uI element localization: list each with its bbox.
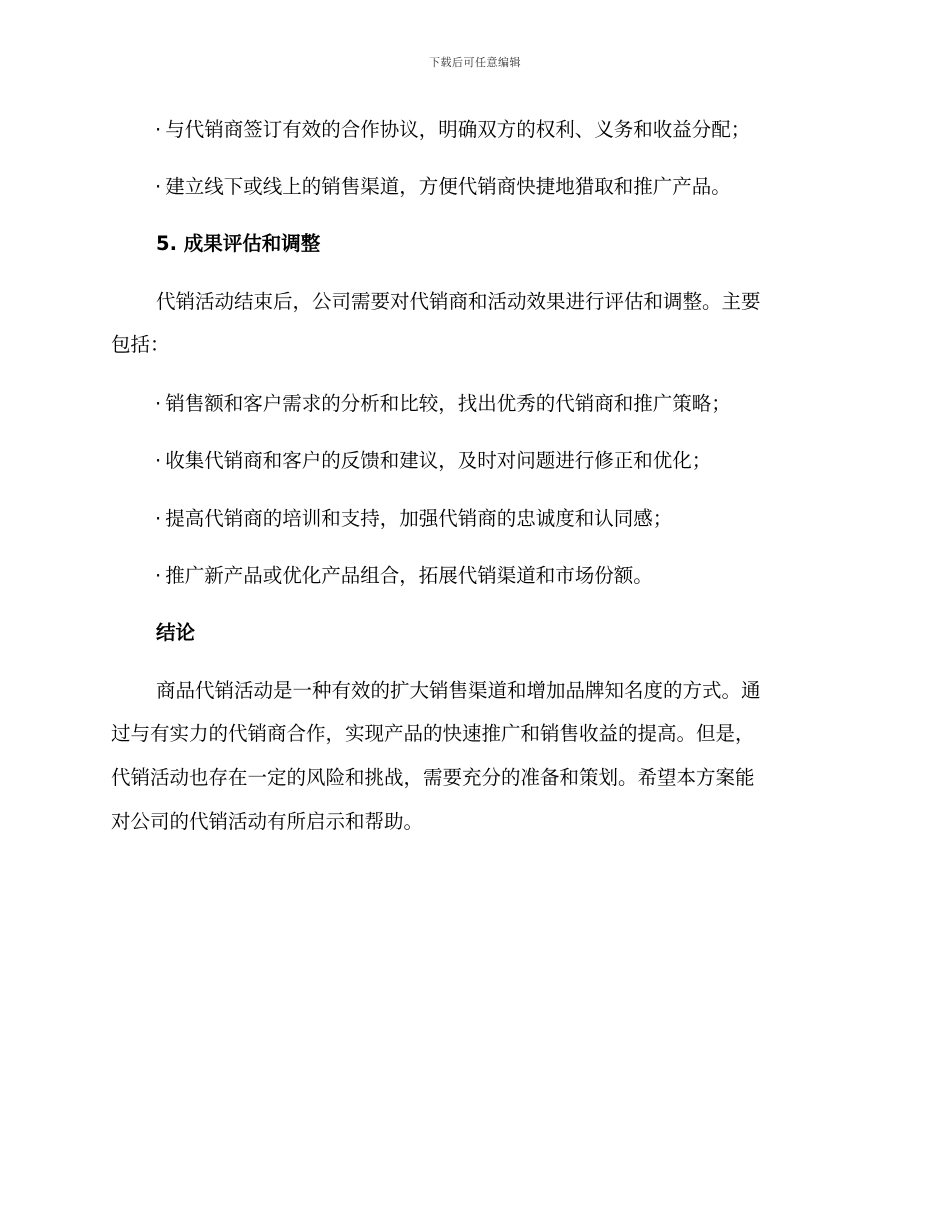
paragraph-line: 代销活动也存在一定的风险和挑战，需要充分的准备和策划。希望本方案能	[111, 766, 755, 789]
paragraph-line: 代销活动结束后，公司需要对代销商和活动效果进行评估和调整。主要	[156, 290, 761, 313]
conclusion-heading: 结论	[156, 621, 196, 644]
bullet-dot: ·	[155, 392, 162, 415]
bullet-dot: ·	[155, 449, 162, 472]
list-item	[155, 447, 711, 475]
bullet-dot: ·	[155, 118, 162, 141]
paragraph-line: 对公司的代销活动有所启示和帮助。	[111, 810, 424, 833]
list-item-text: 推广新产品或优化产品组合，拓展代销渠道和市场份额。	[165, 564, 653, 587]
list-item	[155, 390, 731, 418]
bullet-dot: ·	[155, 564, 162, 587]
list-item	[155, 562, 653, 590]
header-note: 下载后可任意编辑	[429, 56, 521, 69]
list-item	[155, 173, 731, 201]
list-item	[155, 505, 672, 533]
list-item-text: 销售额和客户需求的分析和比较，找出优秀的代销商和推广策略；	[165, 392, 731, 415]
list-item-text: 收集代销商和客户的反馈和建议，及时对问题进行修正和优化；	[165, 449, 712, 472]
section-heading: 5. 成果评估和调整	[156, 232, 321, 255]
paragraph-line: 商品代销活动是一种有效的扩大销售渠道和增加品牌知名度的方式。通	[156, 679, 761, 702]
paragraph-line: 包括：	[111, 333, 170, 356]
bullet-dot: ·	[155, 507, 162, 530]
list-item-text: 提高代销商的培训和支持，加强代销商的忠诚度和认同感；	[165, 507, 673, 530]
bullet-dot: ·	[155, 175, 162, 198]
list-item-text: 与代销商签订有效的合作协议，明确双方的权利、义务和收益分配；	[165, 118, 751, 141]
list-item-text: 建立线下或线上的销售渠道，方便代销商快捷地猎取和推广产品。	[165, 175, 731, 198]
paragraph-line: 过与有实力的代销商合作，实现产品的快速推广和销售收益的提高。但是，	[111, 722, 755, 745]
list-item	[155, 116, 750, 144]
